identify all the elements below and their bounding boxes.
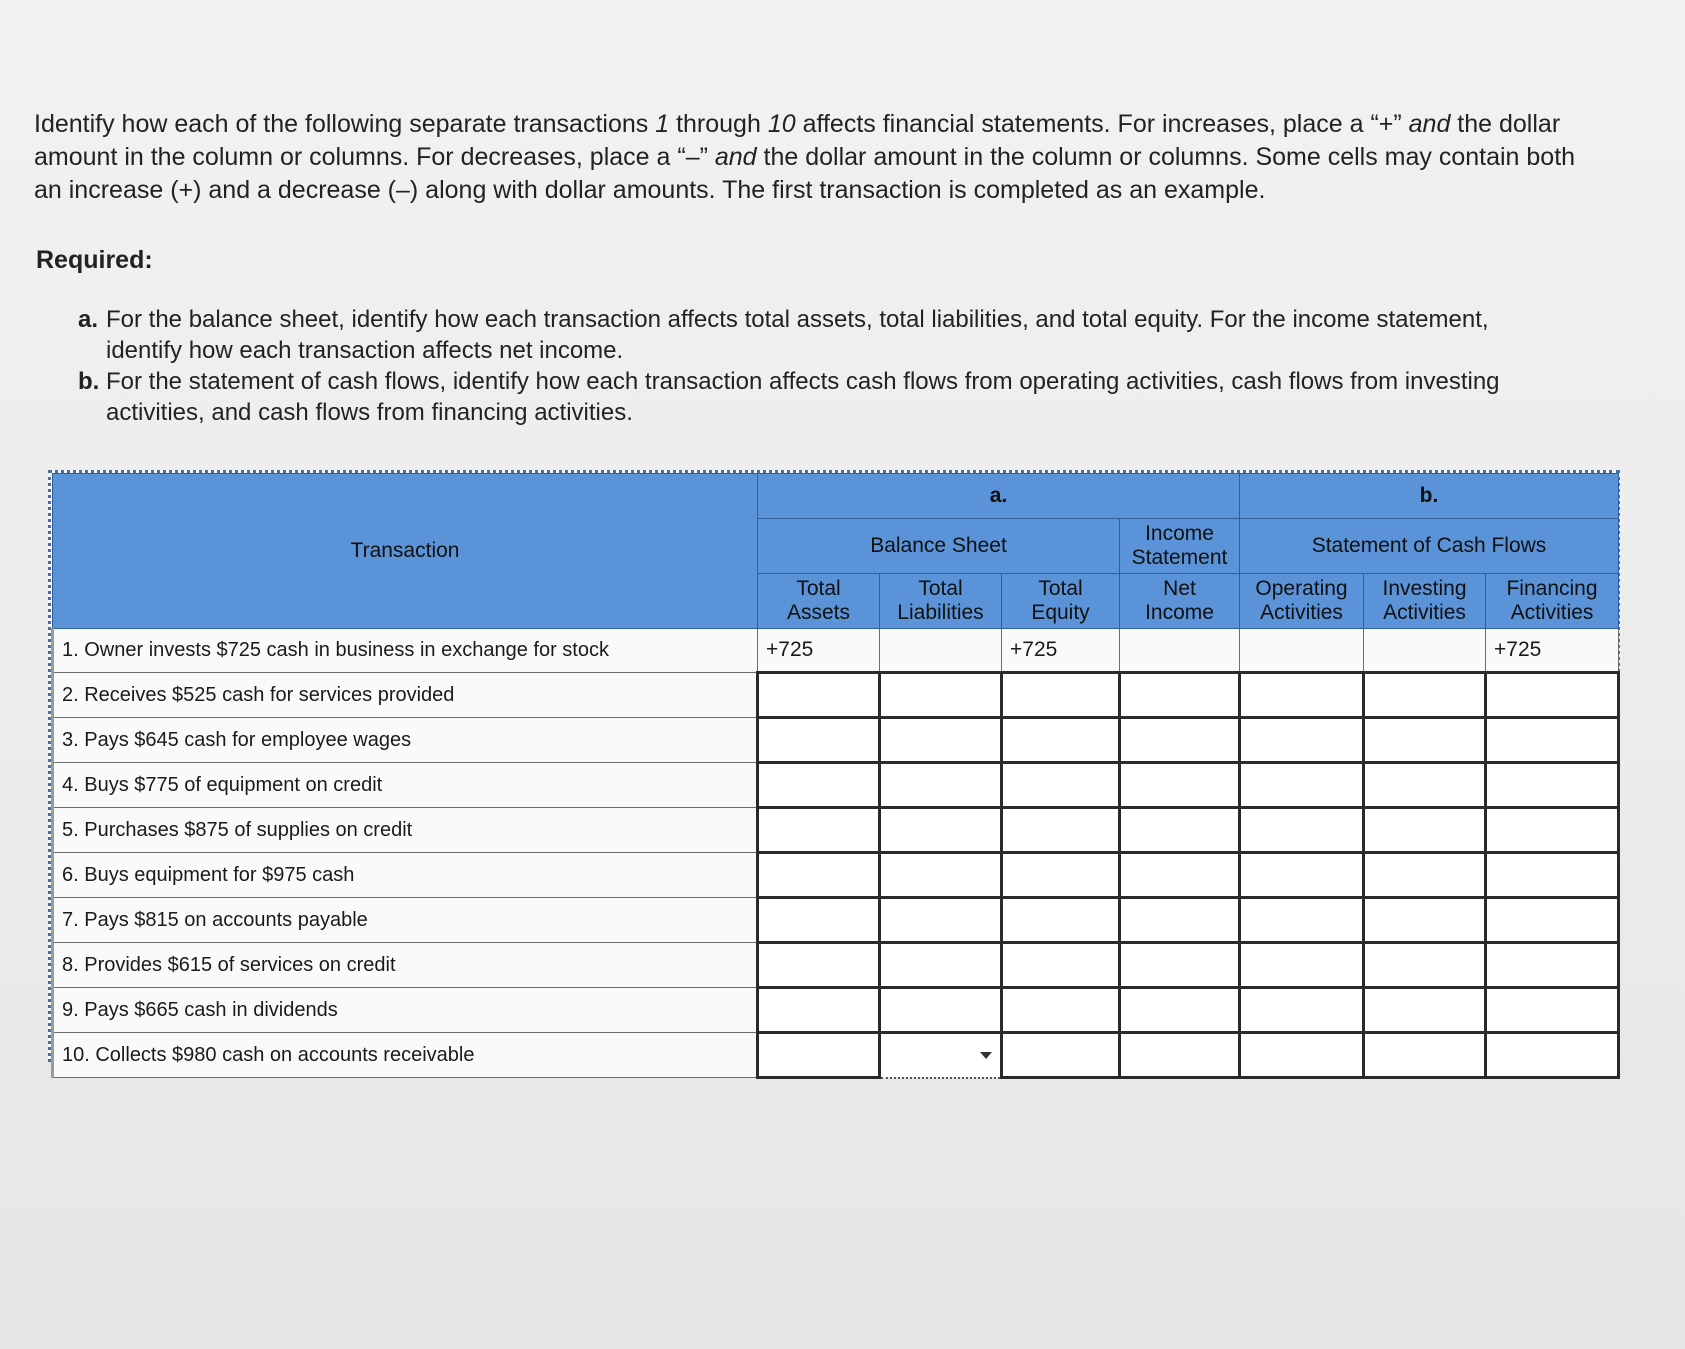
input-financing[interactable] <box>1486 988 1619 1033</box>
input-net-income[interactable] <box>1120 943 1240 988</box>
cell-investing <box>1364 629 1486 673</box>
input-financing[interactable] <box>1486 718 1619 763</box>
instructions-range-start: 1 <box>655 110 670 138</box>
instructions-text-2: through <box>669 110 768 138</box>
input-total-assets[interactable] <box>758 718 880 763</box>
input-financing[interactable] <box>1486 808 1619 853</box>
col-net-income: Net Income <box>1120 574 1240 629</box>
col-investing-activities: Investing Activities <box>1364 574 1486 629</box>
input-operating[interactable] <box>1240 763 1364 808</box>
input-investing[interactable] <box>1364 673 1486 718</box>
instructions-paragraph <box>34 108 1594 207</box>
cell-total-liabilities <box>880 629 1002 673</box>
group-b-header: b. <box>1240 474 1619 519</box>
transaction-header: Transaction <box>53 474 758 629</box>
required-text-b: For the statement of cash flows, identify how each transaction affects cash flows from operating activities, cash flows from investing activities, and cash flows from financing activities. <box>106 368 1500 426</box>
cell-total-equity: +725 <box>1002 629 1120 673</box>
cell-total-assets: +725 <box>758 629 880 673</box>
input-total-equity[interactable] <box>1002 763 1120 808</box>
required-marker-b: b. <box>78 368 100 395</box>
instructions-text-4: the dollar amount in the column or columns. For decreases, place a “–” <box>34 110 1561 171</box>
input-financing[interactable] <box>1486 898 1619 943</box>
table-row <box>53 808 1619 853</box>
required-item-a <box>78 304 1548 366</box>
input-total-liabilities[interactable] <box>880 853 1002 898</box>
input-operating[interactable] <box>1240 808 1364 853</box>
col-financing-activities: Financing Activities <box>1486 574 1619 629</box>
input-total-equity[interactable] <box>1002 898 1120 943</box>
input-financing[interactable] <box>1486 673 1619 718</box>
input-total-liabilities[interactable] <box>880 718 1002 763</box>
input-total-liabilities-dropdown[interactable] <box>880 1033 1002 1078</box>
transaction-table <box>51 473 1620 1079</box>
required-text-a: For the balance sheet, identify how each transaction affects total assets, total liabilities, and total equity. For the income statement, identify how each transaction affects net income. <box>106 306 1489 364</box>
transaction-label: 9. Pays $665 cash in dividends <box>53 988 758 1033</box>
table-row <box>53 718 1619 763</box>
input-total-equity[interactable] <box>1002 673 1120 718</box>
input-financing[interactable] <box>1486 763 1619 808</box>
input-total-liabilities[interactable] <box>880 898 1002 943</box>
input-operating[interactable] <box>1240 943 1364 988</box>
input-investing[interactable] <box>1364 808 1486 853</box>
input-operating[interactable] <box>1240 853 1364 898</box>
transaction-label: 6. Buys equipment for $975 cash <box>53 853 758 898</box>
input-investing[interactable] <box>1364 898 1486 943</box>
table-row <box>53 853 1619 898</box>
input-net-income[interactable] <box>1120 673 1240 718</box>
input-total-assets[interactable] <box>758 763 880 808</box>
required-heading: Required: <box>36 246 153 274</box>
table-row <box>53 629 1619 673</box>
instructions-and-2: and <box>714 143 757 171</box>
input-investing[interactable] <box>1364 853 1486 898</box>
input-net-income[interactable] <box>1120 808 1240 853</box>
group-a-header: a. <box>758 474 1240 519</box>
transaction-label: 5. Purchases $875 of supplies on credit <box>53 808 758 853</box>
input-total-liabilities[interactable] <box>880 943 1002 988</box>
instructions-text-1: Identify how each of the following separate transactions <box>34 110 656 138</box>
input-total-equity[interactable] <box>1002 1033 1120 1078</box>
balance-sheet-header: Balance Sheet <box>758 519 1120 574</box>
input-total-liabilities[interactable] <box>880 808 1002 853</box>
transaction-label: 1. Owner invests $725 cash in business in exchange for stock <box>53 629 758 673</box>
required-marker-a: a. <box>78 306 99 333</box>
transaction-label: 10. Collects $980 cash on accounts receivable <box>53 1033 758 1078</box>
income-statement-header: Income Statement <box>1120 519 1240 574</box>
input-financing[interactable] <box>1486 853 1619 898</box>
input-net-income[interactable] <box>1120 1033 1240 1078</box>
input-investing[interactable] <box>1364 763 1486 808</box>
transaction-label: 3. Pays $645 cash for employee wages <box>53 718 758 763</box>
input-total-assets[interactable] <box>758 943 880 988</box>
input-total-liabilities[interactable] <box>880 673 1002 718</box>
instructions-text-3: affects financial statements. For increases, place a “+” <box>795 110 1409 138</box>
input-operating[interactable] <box>1240 1033 1364 1078</box>
table-row <box>53 988 1619 1033</box>
input-net-income[interactable] <box>1120 718 1240 763</box>
input-total-liabilities[interactable] <box>880 988 1002 1033</box>
input-financing[interactable] <box>1486 1033 1619 1078</box>
input-investing[interactable] <box>1364 943 1486 988</box>
input-operating[interactable] <box>1240 718 1364 763</box>
input-total-assets[interactable] <box>758 673 880 718</box>
input-total-liabilities[interactable] <box>880 763 1002 808</box>
cell-net-income <box>1120 629 1240 673</box>
input-net-income[interactable] <box>1120 763 1240 808</box>
col-total-equity: Total Equity <box>1002 574 1120 629</box>
input-net-income[interactable] <box>1120 988 1240 1033</box>
input-total-assets[interactable] <box>758 988 880 1033</box>
instructions-and-1: and <box>1408 110 1451 138</box>
table-row <box>53 1033 1619 1078</box>
transaction-label: 2. Receives $525 cash for services provided <box>53 673 758 718</box>
required-list <box>78 304 1548 428</box>
required-item-b <box>78 366 1548 428</box>
instructions <box>34 108 1594 207</box>
input-investing[interactable] <box>1364 718 1486 763</box>
input-total-equity[interactable] <box>1002 943 1120 988</box>
input-total-assets[interactable] <box>758 898 880 943</box>
input-net-income[interactable] <box>1120 898 1240 943</box>
table-row <box>53 943 1619 988</box>
instructions-text-5: the dollar amount in the column or columns. Some cells may contain both an increase (+) and a decrease (–) along with dollar amounts. The first transaction is completed as an example. <box>34 143 1576 204</box>
input-total-assets[interactable] <box>758 1033 880 1078</box>
input-operating[interactable] <box>1240 988 1364 1033</box>
input-operating[interactable] <box>1240 898 1364 943</box>
col-total-assets: Total Assets <box>758 574 880 629</box>
input-total-equity[interactable] <box>1002 988 1120 1033</box>
cell-financing: +725 <box>1486 629 1619 673</box>
transaction-label: 7. Pays $815 on accounts payable <box>53 898 758 943</box>
input-total-equity[interactable] <box>1002 853 1120 898</box>
transaction-grid <box>48 470 1620 1066</box>
input-investing[interactable] <box>1364 988 1486 1033</box>
table-row <box>53 673 1619 718</box>
input-financing[interactable] <box>1486 943 1619 988</box>
input-operating[interactable] <box>1240 673 1364 718</box>
input-total-equity[interactable] <box>1002 718 1120 763</box>
input-total-assets[interactable] <box>758 808 880 853</box>
col-total-liabilities: Total Liabilities <box>880 574 1002 629</box>
input-total-equity[interactable] <box>1002 808 1120 853</box>
transaction-label: 4. Buys $775 of equipment on credit <box>53 763 758 808</box>
input-net-income[interactable] <box>1120 853 1240 898</box>
transaction-label: 8. Provides $615 of services on credit <box>53 943 758 988</box>
cash-flows-header: Statement of Cash Flows <box>1240 519 1619 574</box>
cell-operating <box>1240 629 1364 673</box>
col-operating-activities: Operating Activities <box>1240 574 1364 629</box>
instructions-range-end: 10 <box>767 110 796 138</box>
input-investing[interactable] <box>1364 1033 1486 1078</box>
table-row <box>53 763 1619 808</box>
input-total-assets[interactable] <box>758 853 880 898</box>
table-row <box>53 898 1619 943</box>
